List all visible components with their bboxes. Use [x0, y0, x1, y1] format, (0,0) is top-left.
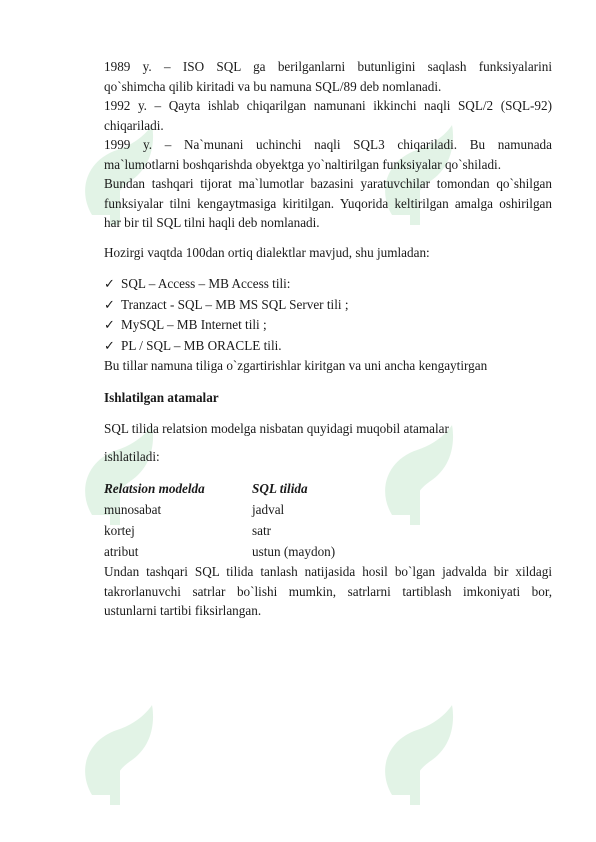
checkmark-icon: ✓: [104, 296, 116, 312]
list-item: [104, 295, 552, 316]
paragraph-extensions-line1: Bundan tashqari tijorat ma`lumotlar bazasini yaratuvchilar tomondan qo`shilgan: [104, 176, 552, 191]
list-item-text: Tranzact - SQL – MB MS SQL Server tili ;: [121, 296, 349, 312]
term-relational: munosabat: [104, 502, 162, 517]
paragraph-1999-line1: 1999 y. – Na`munani uchinchi naqli SQL3 chiqariladi. Bu namunada: [104, 137, 552, 152]
list-item-text: SQL – Access – MB Access tili:: [121, 276, 291, 291]
watermark-icon-6: [372, 700, 462, 810]
paragraph-extensions-line3: har bir til SQL tilni haqli deb nomlanadi.: [104, 215, 320, 230]
paragraph-extensions-line2: funksiyalar tilni kengaytmasiga kiritilgan. Yuqorida keltirilgan amalga oshirilgan: [104, 195, 552, 211]
terms-table-header: [104, 478, 552, 499]
paragraph-1989-line2: qo`shimcha qilib kiritadi va bu namuna SQL/89 deb nomlanadi.: [104, 78, 442, 94]
paragraph-1992-line2: chiqariladi.: [104, 117, 164, 133]
paragraph-terms-intro-line2: ishlatiladi:: [104, 448, 160, 464]
paragraph-dialects-intro: Hozirgi vaqtda 100dan ortiq dialektlar mavjud, shu jumladan:: [104, 244, 430, 260]
checkmark-icon: ✓: [104, 317, 116, 332]
term-relational: kortej: [104, 523, 135, 538]
terms-table: [104, 478, 552, 562]
section-heading: Ishlatilgan atamalar: [104, 389, 219, 405]
term-sql: satr: [252, 523, 272, 538]
paragraph-dialects-summary: Bu tillar namuna tiliga o`zgartirishlar kiritgan va uni ancha kengaytirgan: [104, 358, 488, 373]
table-row: [104, 520, 552, 541]
list-item: [104, 274, 552, 295]
header-relational-model: Relatsion modelda: [104, 481, 205, 496]
document-body: [104, 57, 552, 621]
list-item-text: PL / SQL – MB ORACLE tili.: [121, 337, 282, 353]
paragraph-1989-line1: 1989 y. – ISO SQL ga berilganlarni butunligini saqlash funksiyalarini: [104, 59, 552, 74]
table-row: [104, 541, 552, 562]
dialect-list: [104, 274, 552, 356]
list-item: [104, 315, 552, 336]
term-relational: atribut: [104, 544, 139, 559]
paragraph-duplicates-line3: ustunlarni tartibi fiksirlangan.: [104, 603, 262, 618]
checkmark-icon: ✓: [104, 276, 116, 291]
table-row: [104, 499, 552, 520]
paragraph-1999-line2: ma`lumotlarni boshqarishda obyektga yo`naltirilgan funksiyalar qo`shiladi.: [104, 156, 501, 172]
list-item: [104, 336, 552, 357]
term-sql: jadval: [252, 502, 285, 517]
paragraph-1992-line1: 1992 y. – Qayta ishlab chiqarilgan namunani ikkinchi naqli SQL/2 (SQL-92): [104, 98, 552, 113]
watermark-icon-5: [72, 700, 162, 810]
paragraph-terms-intro-line1: SQL tilida relatsion modelga nisbatan quyidagi muqobil atamalar: [104, 421, 449, 436]
term-sql: ustun (maydon): [252, 544, 336, 559]
list-item-text: MySQL – MB Internet tili ;: [121, 317, 267, 332]
checkmark-icon: ✓: [104, 337, 116, 353]
header-sql: SQL tilida: [252, 481, 308, 496]
paragraph-duplicates-line1: Undan tashqari SQL tilida tanlash natijasida hosil bo`lgan jadvalda bir xildagi: [104, 564, 552, 579]
paragraph-duplicates-line2: takrorlanuvchi satrlar bo`lishi mumkin, satrlarni tartiblash imkoniyati bor,: [104, 583, 552, 599]
